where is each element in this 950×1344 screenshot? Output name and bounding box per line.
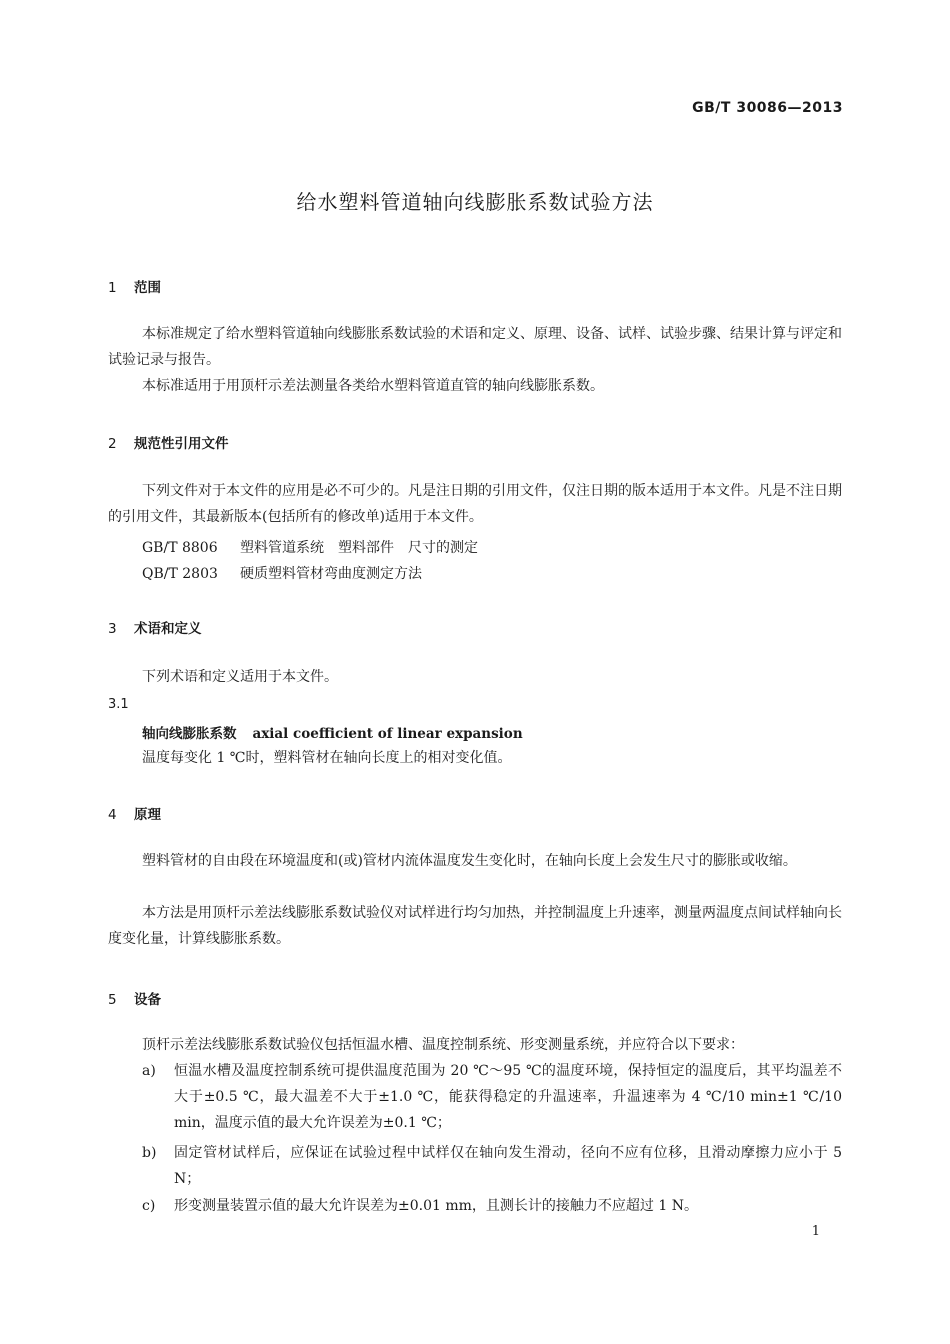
ref-title: 硬质塑料管材弯曲度测定方法	[240, 566, 422, 582]
list-item-a	[142, 1058, 842, 1136]
list-text: 固定管材试样后，应保证在试验过程中试样仅在轴向发生滑动，径向不应有位移，且滑动摩擦力应小于 5 N；	[174, 1145, 842, 1187]
list-label: a)	[142, 1063, 156, 1079]
section-5-heading	[108, 988, 161, 1008]
section-5-para-1	[108, 1032, 842, 1058]
section-3-heading	[108, 617, 202, 637]
list-text: 恒温水槽及温度控制系统可提供温度范围为 20 ℃～95 ℃的温度环境，保持恒定的温度后，其平均温差不大于±0.5 ℃，最大温差不大于±1.0 ℃，能获得稳定的升温速率，升温速率为 4 ℃/10 min±1 ℃/10 min，温度示值的最大允许误差为±0.1 ℃；	[174, 1063, 842, 1131]
standard-code: GB/T 30086—2013	[692, 100, 843, 116]
section-number: 1	[108, 280, 117, 296]
term-chinese: 轴向线膨胀系数	[142, 726, 237, 742]
section-title: 术语和定义	[134, 621, 202, 637]
section-number: 3	[108, 621, 117, 637]
section-number: 5	[108, 992, 117, 1008]
paragraph-text: 塑料管材的自由段在环境温度和(或)管材内流体温度发生变化时，在轴向长度上会发生尺寸的膨胀或收缩。	[142, 853, 797, 869]
ref-title: 塑料管道系统 塑料部件 尺寸的测定	[240, 540, 478, 556]
section-2-heading	[108, 432, 229, 452]
list-item-c	[142, 1193, 842, 1219]
section-2-para-1	[108, 478, 842, 530]
section-title: 范围	[134, 280, 161, 296]
section-3-para-1: 下列术语和定义适用于本文件。	[142, 669, 338, 685]
normative-ref-2	[142, 563, 422, 583]
section-title: 规范性引用文件	[134, 436, 229, 452]
section-number: 2	[108, 436, 117, 452]
section-1-para-2	[108, 373, 842, 399]
section-number: 4	[108, 807, 117, 823]
list-item-b	[142, 1140, 842, 1192]
paragraph-text: 本标准规定了给水塑料管道轴向线膨胀系数试验的术语和定义、原理、设备、试样、试验步骤、结果计算与评定和试验记录与报告。	[108, 326, 842, 368]
section-title: 设备	[134, 992, 161, 1008]
document-title: 给水塑料管道轴向线膨胀系数试验方法	[296, 190, 654, 214]
section-4-para-2	[108, 900, 842, 952]
ref-code: QB/T 2803	[142, 566, 218, 582]
section-title: 原理	[134, 807, 161, 823]
section-1-heading	[108, 276, 161, 296]
list-label: b)	[142, 1145, 157, 1161]
normative-ref-1	[142, 537, 478, 557]
paragraph-text: 本方法是用顶杆示差法线膨胀系数试验仪对试样进行均匀加热，并控制温度上升速率，测量两温度点间试样轴向长度变化量，计算线膨胀系数。	[108, 905, 842, 947]
list-text: 形变测量装置示值的最大允许误差为±0.01 mm，且测长计的接触力不应超过 1 N。	[174, 1198, 698, 1214]
section-4-heading	[108, 803, 161, 823]
paragraph-text: 顶杆示差法线膨胀系数试验仪包括恒温水槽、温度控制系统、形变测量系统，并应符合以下要求：	[142, 1037, 744, 1053]
section-1-para-1	[108, 321, 842, 373]
term-english: axial coefficient of linear expansion	[252, 726, 523, 742]
paragraph-text: 下列文件对于本文件的应用是必不可少的。凡是注日期的引用文件，仅注日期的版本适用于本文件。凡是不注日期的引用文件，其最新版本(包括所有的修改单)适用于本文件。	[108, 483, 842, 525]
section-4-para-1	[108, 848, 842, 874]
page-number: 1	[811, 1224, 820, 1239]
ref-code: GB/T 8806	[142, 540, 218, 556]
list-label: c)	[142, 1198, 156, 1214]
term-definition: 温度每变化 1 ℃时，塑料管材在轴向长度上的相对变化值。	[142, 750, 512, 766]
term-entry	[142, 722, 523, 742]
term-number: 3.1	[108, 697, 129, 712]
paragraph-text: 本标准适用于用顶杆示差法测量各类给水塑料管道直管的轴向线膨胀系数。	[142, 378, 604, 394]
